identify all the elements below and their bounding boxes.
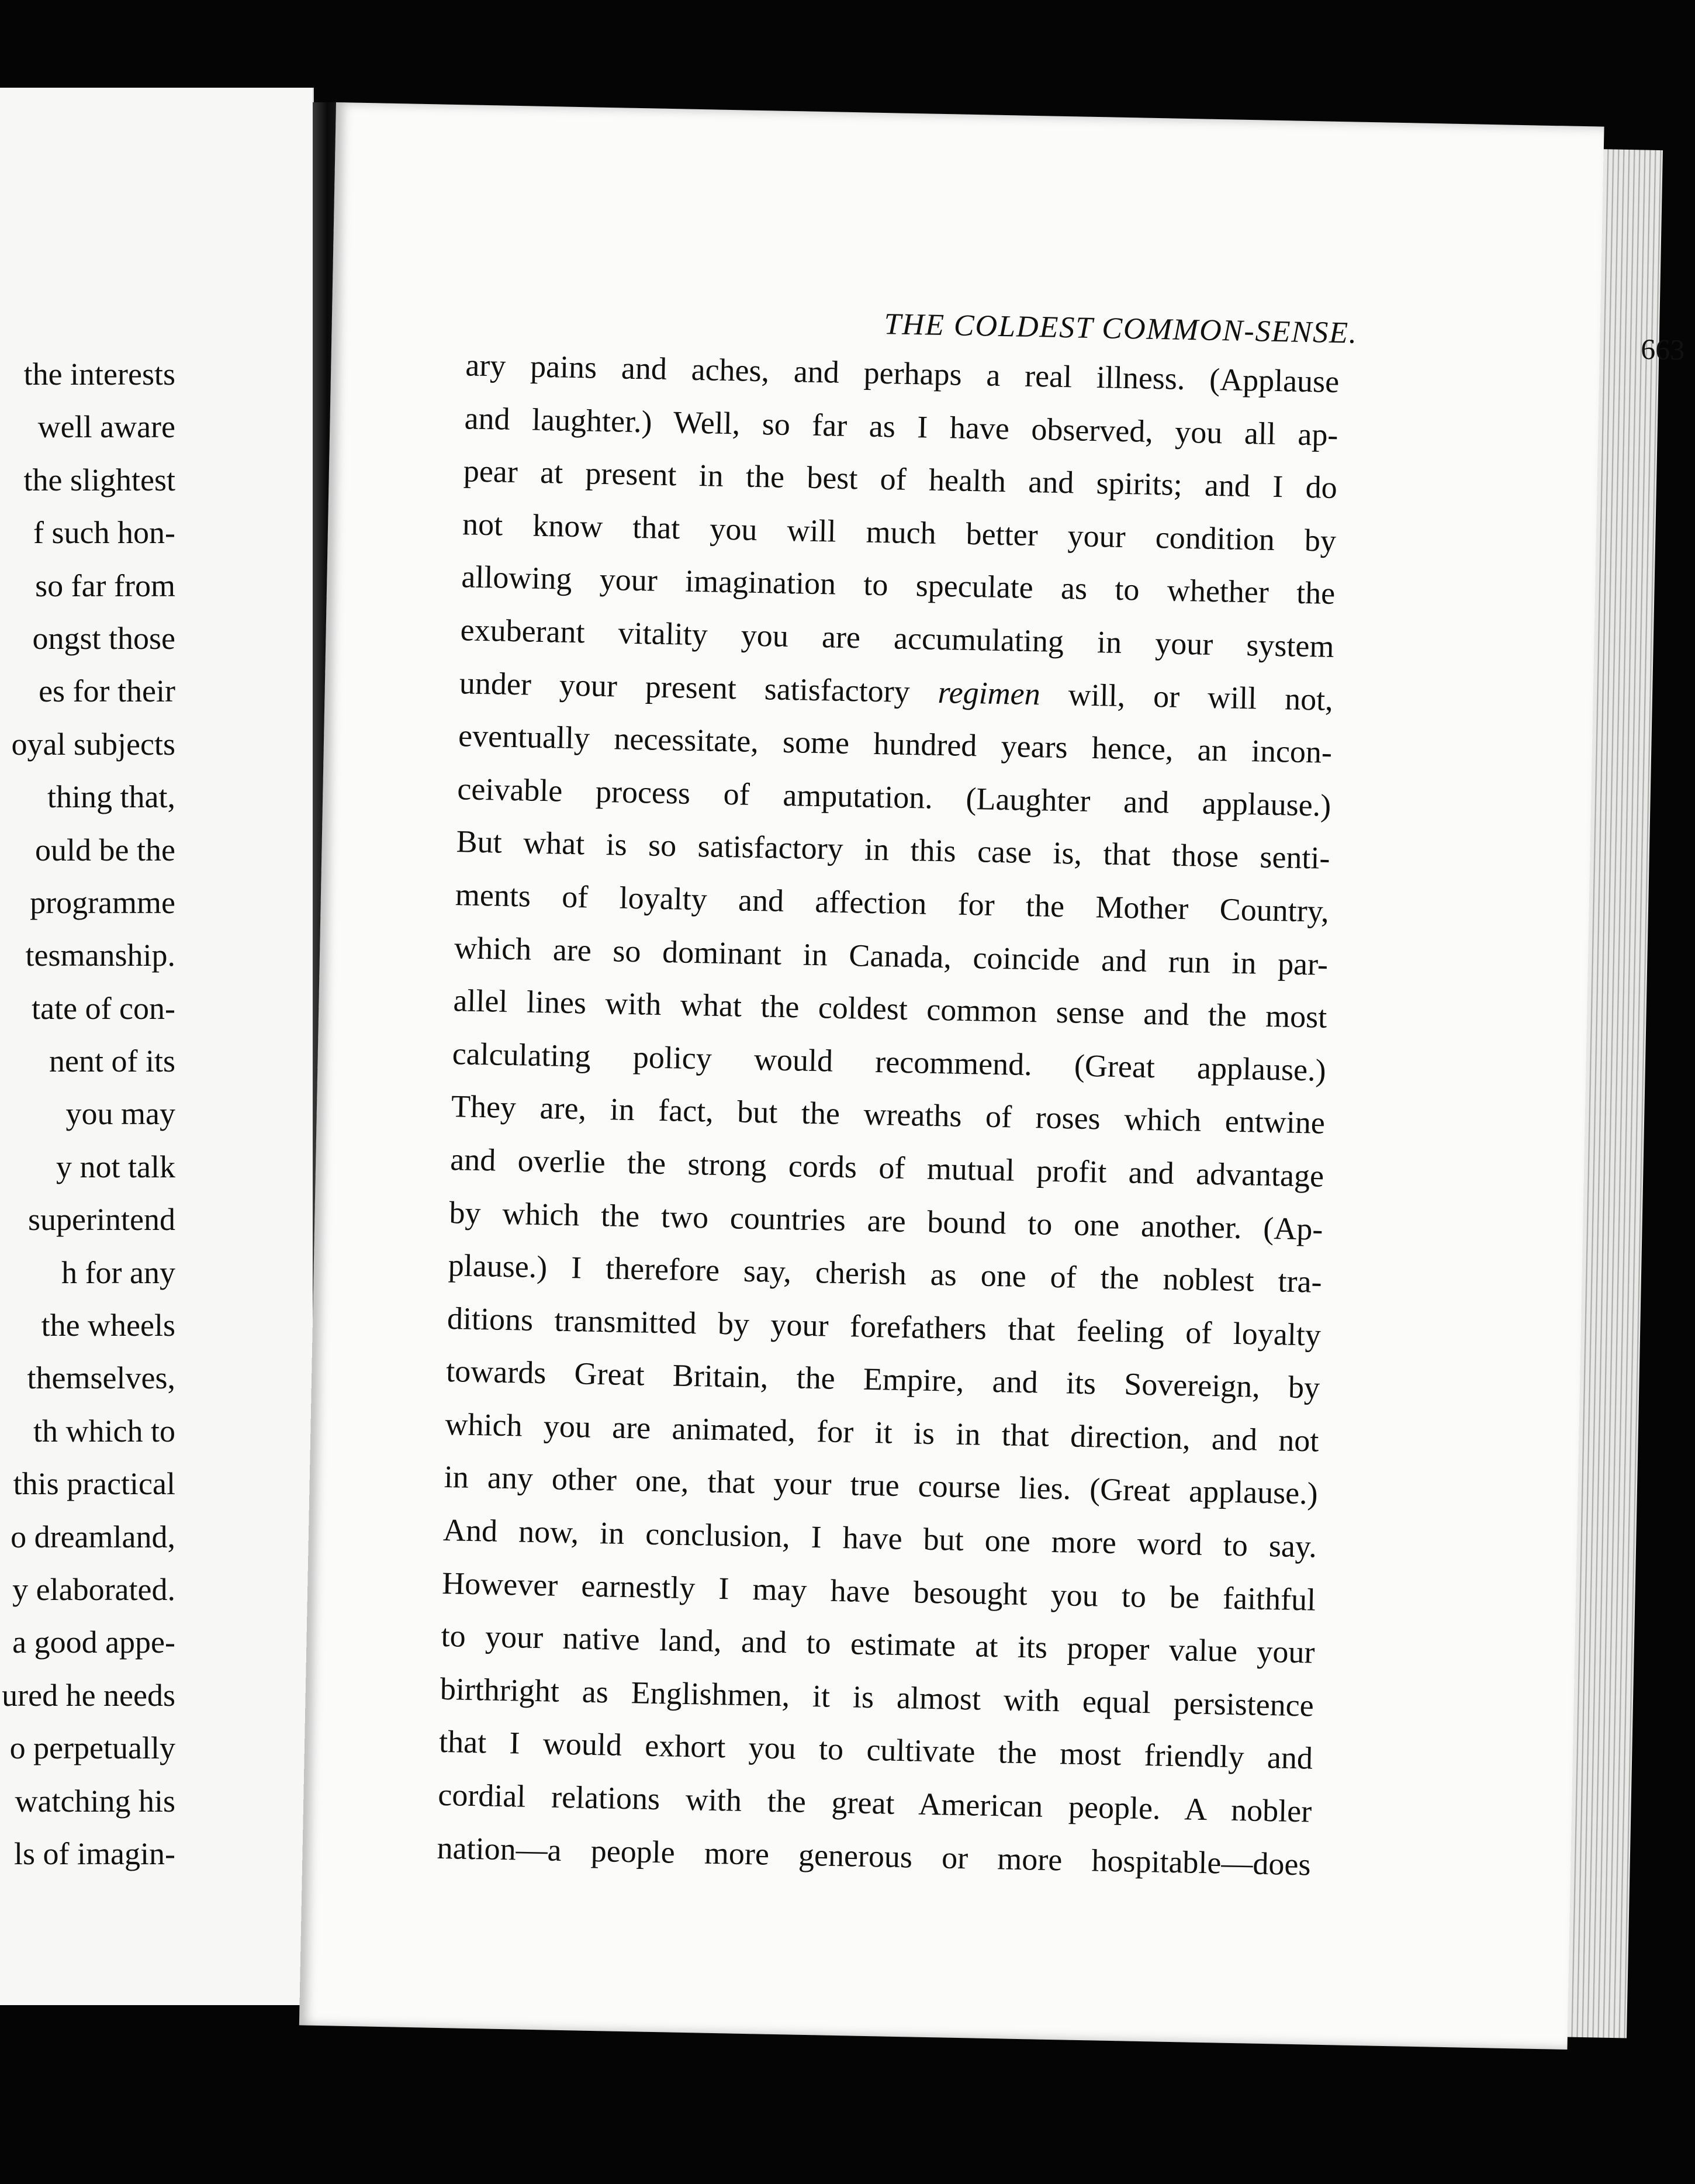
body-text-line: not know that you will much better your condition by bbox=[462, 506, 1337, 558]
body-text-line: towards Great Britain, the Empire, and its Sovereign, by bbox=[445, 1353, 1320, 1405]
body-text-line: eventually necessitate, some hundred years hence, an incon- bbox=[458, 718, 1333, 770]
left-text-line: ongst those bbox=[32, 620, 175, 656]
body-text-line: which you are animated, for it is in that direction, and not bbox=[445, 1406, 1319, 1459]
left-text-line: h for any bbox=[61, 1255, 175, 1290]
body-text-line: allel lines with what the coldest common sense and the most bbox=[452, 983, 1327, 1035]
body-text-line: And now, in conclusion, I have but one more word to say. bbox=[442, 1512, 1317, 1564]
left-text-line: a good appe- bbox=[12, 1625, 175, 1660]
body-text-line: exuberant vitality you are accumulating in your system bbox=[460, 612, 1335, 664]
left-page-text bbox=[0, 348, 175, 1880]
left-text-line: o dreamland, bbox=[11, 1519, 175, 1554]
left-text-line: tesmanship. bbox=[25, 938, 175, 973]
body-text-line: birthright as Englishmen, it is almost with equal persistence bbox=[440, 1671, 1315, 1723]
body-text-line: calculating policy would recommend. (Great applause.) bbox=[452, 1035, 1327, 1088]
body-text-line: pear at present in the best of health and spirits; and I do bbox=[463, 453, 1338, 506]
left-text-line: so far from bbox=[35, 568, 175, 603]
text-span: under your present satisfactory bbox=[459, 665, 911, 709]
body-text-line: plause.) I therefore say, cherish as one of the noblest tra- bbox=[448, 1247, 1323, 1300]
left-text-line: es for their bbox=[39, 673, 175, 709]
left-text-line: th which to bbox=[33, 1413, 175, 1449]
body-text-line: However earnestly I may have besought you to be faithful bbox=[441, 1565, 1316, 1618]
left-text-line: the slightest bbox=[23, 462, 175, 497]
left-text-line: y not talk bbox=[56, 1149, 175, 1184]
left-text-line: well aware bbox=[37, 409, 175, 445]
left-text-line: oyal subjects bbox=[11, 726, 175, 762]
running-head: THE COLDEST COMMON-SENSE. bbox=[884, 307, 1358, 350]
body-text-line: which are so dominant in Canada, coincide and run in par- bbox=[454, 929, 1329, 982]
body-text-line: by which the two countries are bound to one another. (Ap- bbox=[449, 1194, 1323, 1247]
left-text-line: the wheels bbox=[41, 1308, 175, 1343]
body-text-line: They are, in fact, but the wreaths of roses which entwine bbox=[451, 1088, 1326, 1141]
left-text-line: the interests bbox=[23, 357, 175, 392]
body-text-line: and laughter.) Well, so far as I have observed, you all ap- bbox=[464, 400, 1338, 452]
left-text-line: tate of con- bbox=[32, 990, 175, 1026]
body-text-line: nation—a people more generous or more hospitable—does bbox=[437, 1830, 1312, 1882]
left-text-line: superintend bbox=[28, 1202, 175, 1238]
body-text-line: to your native land, and to estimate at its proper value your bbox=[441, 1618, 1315, 1670]
left-text-line: ls of imagin- bbox=[14, 1836, 175, 1871]
left-text-line: programme bbox=[30, 884, 175, 920]
body-text-line: ary pains and aches, and perhaps a real illness. (Applause bbox=[465, 347, 1340, 400]
left-page bbox=[0, 88, 314, 2005]
left-text-line: thing that, bbox=[47, 779, 175, 815]
left-text-line: themselves, bbox=[27, 1360, 175, 1396]
body-text-line: ments of loyalty and affection for the Mother Country, bbox=[455, 877, 1330, 929]
right-page bbox=[299, 102, 1685, 2050]
body-text-line: ceivable process of amputation. (Laughter and applause.) bbox=[456, 770, 1331, 823]
body-text-line: that I would exhort you to cultivate the most friendly and bbox=[438, 1724, 1313, 1777]
left-text-line: o perpetually bbox=[9, 1730, 175, 1766]
italic-word: regimen bbox=[938, 674, 1041, 711]
left-text-line: ould be the bbox=[35, 832, 175, 868]
body-text-line: allowing your imagination to speculate as to whether the bbox=[461, 559, 1336, 611]
left-text-line: y elaborated. bbox=[12, 1571, 175, 1607]
body-text-line: ditions transmitted by your forefathers that feeling of loyalty bbox=[447, 1300, 1322, 1353]
left-text-line: watching his bbox=[15, 1783, 175, 1819]
left-text-line: this practical bbox=[13, 1466, 175, 1502]
left-text-line: nent of its bbox=[49, 1043, 175, 1079]
left-text-line: you may bbox=[65, 1096, 175, 1132]
body-text-line: and overlie the strong cords of mutual profit and advantage bbox=[449, 1141, 1324, 1194]
body-text bbox=[437, 338, 1340, 1891]
left-text-line: f such hon- bbox=[33, 515, 175, 551]
text-span: will, or will not, bbox=[1068, 676, 1334, 717]
body-text-line: But what is so satisfactory in this case is, that those senti- bbox=[456, 824, 1331, 876]
body-text-line: cordial relations with the great American people. A nobler bbox=[437, 1777, 1312, 1829]
left-text-line: ured he needs bbox=[2, 1677, 175, 1713]
page-number: 663 bbox=[1640, 332, 1685, 367]
body-text-line: in any other one, that your true course lies. (Great applause.) bbox=[444, 1459, 1319, 1512]
